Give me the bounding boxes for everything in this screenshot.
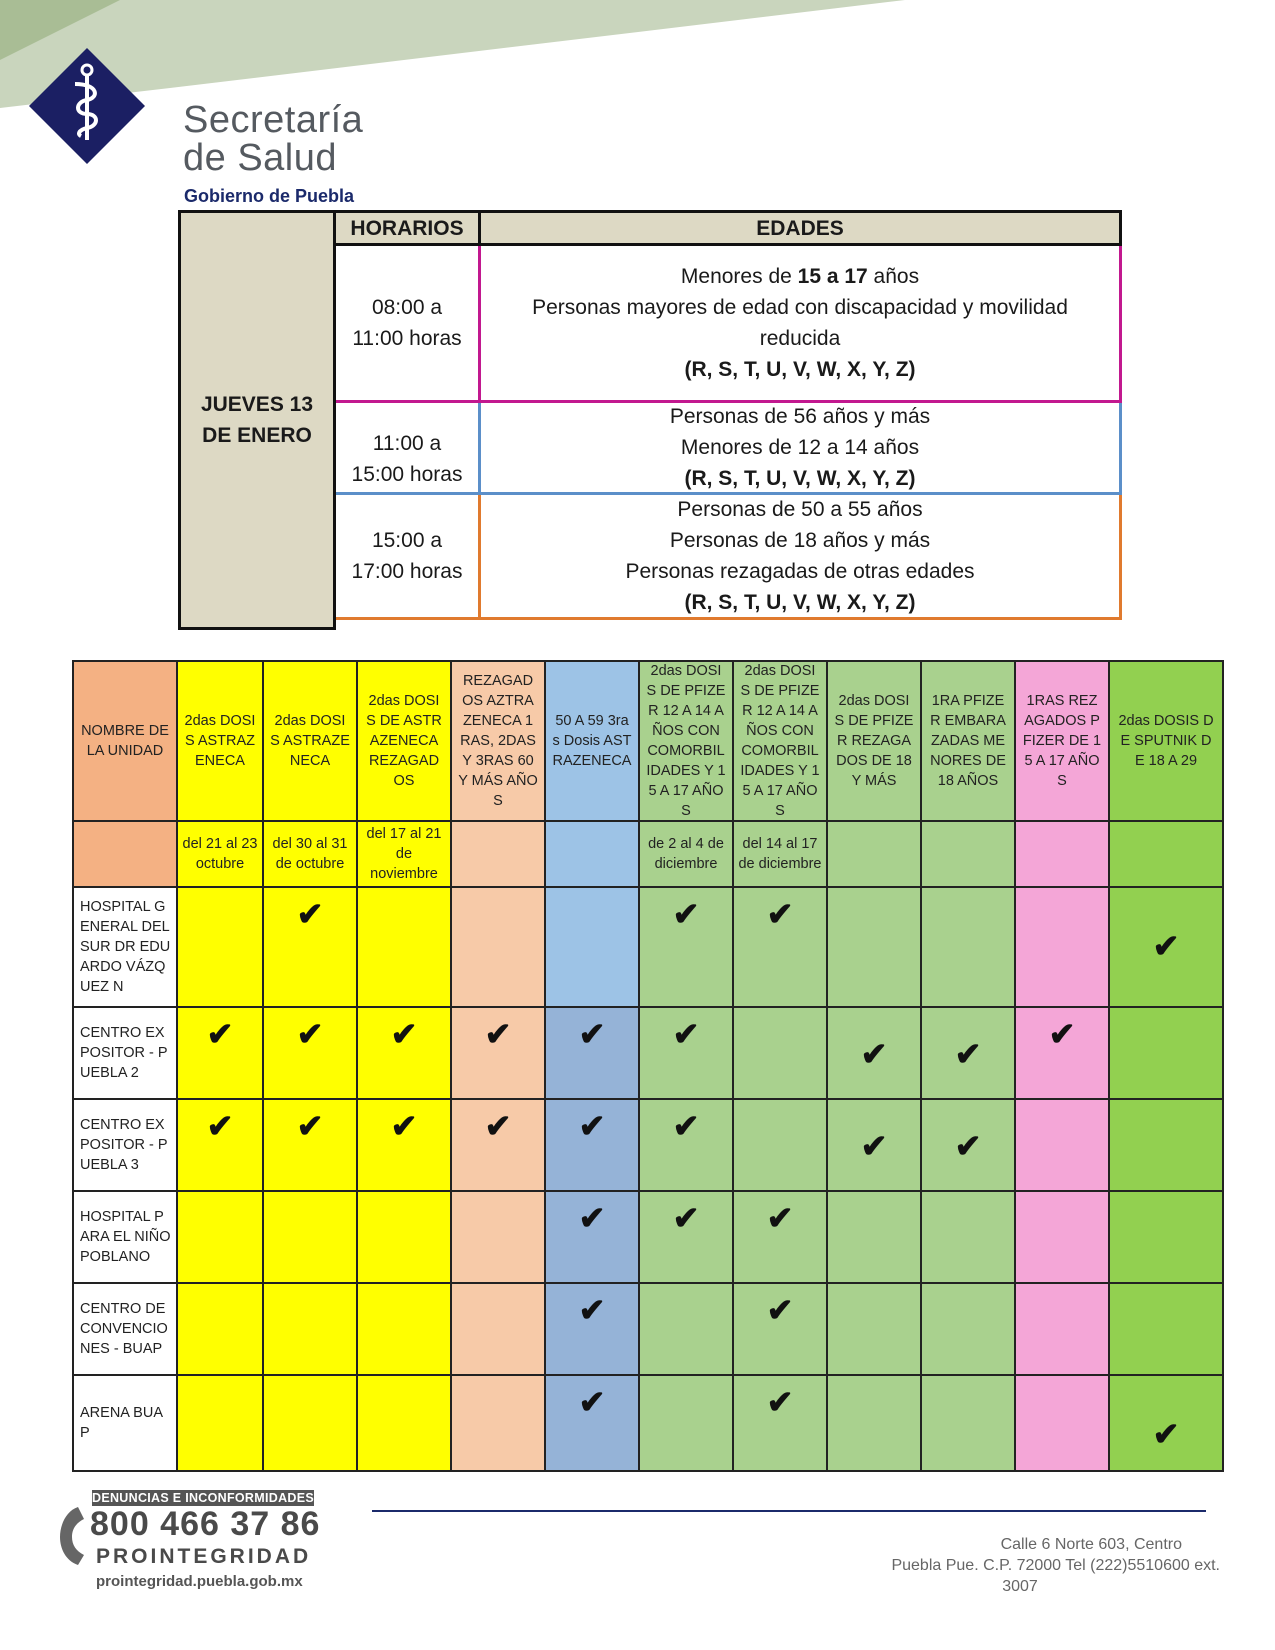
vaccine-column-header (1016, 662, 1110, 822)
hours-end: 11:00 horas (352, 327, 462, 350)
table-cell (358, 1008, 452, 1100)
table-cell (828, 888, 922, 1008)
hours-end: 15:00 horas (351, 462, 463, 486)
table-cell (828, 1100, 922, 1192)
checkmark-icon: ✔ (860, 1036, 888, 1072)
unit-name: HOSPITAL PARA EL NIÑO POBLANO (80, 1209, 171, 1265)
table-cell (452, 1376, 546, 1472)
vaccine-column-header (734, 662, 828, 822)
vaccine-dates-text: del 14 al 17 de diciembre (738, 836, 822, 872)
schedule-table (178, 210, 1122, 630)
table-cell (546, 1376, 640, 1472)
vaccine-column-header (546, 662, 640, 822)
hours-end: 17:00 horas (351, 560, 463, 583)
unit-name-cell (74, 1192, 178, 1284)
vaccine-dates (358, 822, 452, 888)
table-cell (922, 888, 1016, 1008)
table-cell (922, 1100, 1016, 1192)
table-cell (178, 888, 264, 1008)
ages-line: Personas rezagadas de otras edades (625, 560, 975, 583)
unit-name-cell (74, 888, 178, 1008)
table-cell (264, 1008, 358, 1100)
ages-line: Personas de 18 años y más (669, 529, 931, 552)
checkmark-icon: ✔ (578, 1384, 606, 1420)
vaccine-grid (72, 660, 1224, 1472)
checkmark-icon: ✔ (296, 1108, 324, 1144)
unit-name: CENTRO EXPOSITOR - PUEBLA 3 (80, 1117, 168, 1173)
ages-line: Personas mayores de edad con discapacidad y movilidad reducida (532, 296, 1068, 350)
table-cell (922, 1008, 1016, 1100)
table-cell (734, 1284, 828, 1376)
checkmark-icon: ✔ (578, 1200, 606, 1236)
unit-header-label: NOMBRE DE LA UNIDAD (81, 723, 169, 759)
vaccine-column-label: 2das DOSIS ASTRAZENECA (184, 713, 256, 769)
table-cell (546, 1008, 640, 1100)
vaccine-dates (640, 822, 734, 888)
table-cell (452, 888, 546, 1008)
table-cell (828, 1376, 922, 1472)
checkmark-icon: ✔ (484, 1016, 512, 1052)
vaccine-dates (264, 822, 358, 888)
table-cell (264, 1376, 358, 1472)
vaccine-dates-text: del 30 al 31 de octubre (272, 836, 348, 872)
vaccine-dates (734, 822, 828, 888)
dates-row-label (74, 822, 178, 888)
checkmark-icon: ✔ (860, 1128, 888, 1164)
address-line: Calle 6 Norte 603, Centro (1000, 1536, 1182, 1553)
hours-header: HORARIOS (350, 216, 464, 240)
checkmark-icon: ✔ (672, 1108, 700, 1144)
checkmark-icon: ✔ (390, 1108, 418, 1144)
checkmark-icon: ✔ (390, 1016, 418, 1052)
vaccine-dates (1016, 822, 1110, 888)
table-cell (178, 1376, 264, 1472)
table-cell (734, 1008, 828, 1100)
table-cell (828, 1284, 922, 1376)
table-cell (922, 1376, 1016, 1472)
unit-header (74, 662, 178, 822)
ages-letters: (R, S, T, U, V, W, X, Y, Z) (684, 591, 916, 614)
program-website[interactable]: prointegridad.puebla.gob.mx (96, 1573, 303, 1590)
vaccine-column-header (264, 662, 358, 822)
complaints-label: DENUNCIAS E INCONFORMIDADES (92, 1491, 314, 1505)
checkmark-icon: ✔ (954, 1128, 982, 1164)
table-cell (734, 1376, 828, 1472)
table-cell (922, 1284, 1016, 1376)
table-cell (1016, 1008, 1110, 1100)
table-cell (452, 1008, 546, 1100)
ages-letters: (R, S, T, U, V, W, X, Y, Z) (684, 467, 916, 490)
checkmark-icon: ✔ (578, 1292, 606, 1328)
checkmark-icon: ✔ (766, 1384, 794, 1420)
ages-line: Personas de 56 años y más (669, 405, 931, 428)
table-cell (1016, 1192, 1110, 1284)
ages-line: Personas de 50 a 55 años (677, 498, 923, 521)
unit-name-cell (74, 1376, 178, 1472)
unit-name-cell (74, 1284, 178, 1376)
table-cell (1016, 888, 1110, 1008)
table-cell (178, 1008, 264, 1100)
checkmark-icon: ✔ (296, 1016, 324, 1052)
ages-cell (505, 261, 1095, 385)
checkmark-icon: ✔ (766, 1200, 794, 1236)
table-cell (1110, 1284, 1224, 1376)
checkmark-icon: ✔ (484, 1108, 512, 1144)
vaccine-column-label: 2das DOSIS ASTRAZENECA (270, 713, 350, 769)
table-cell (640, 888, 734, 1008)
table-cell (640, 1192, 734, 1284)
program-name: PROINTEGRIDAD (96, 1545, 312, 1568)
table-cell (1016, 1284, 1110, 1376)
table-cell (734, 1100, 828, 1192)
unit-name: CENTRO EXPOSITOR - PUEBLA 2 (80, 1025, 168, 1081)
phone-icon (56, 1505, 90, 1567)
table-cell (452, 1100, 546, 1192)
table-cell (264, 1192, 358, 1284)
checkmark-icon: ✔ (766, 1292, 794, 1328)
checkmark-icon: ✔ (578, 1016, 606, 1052)
table-cell (452, 1192, 546, 1284)
table-cell (1110, 1192, 1224, 1284)
table-cell (178, 1192, 264, 1284)
table-cell (358, 1100, 452, 1192)
checkmark-icon: ✔ (206, 1016, 234, 1052)
table-cell (1016, 1376, 1110, 1472)
checkmark-icon: ✔ (206, 1108, 234, 1144)
table-cell (828, 1192, 922, 1284)
table-cell (734, 888, 828, 1008)
checkmark-icon: ✔ (672, 1200, 700, 1236)
vaccine-column-header (922, 662, 1016, 822)
ages-cell (625, 494, 974, 618)
checkmark-icon: ✔ (672, 1016, 700, 1052)
table-cell (1110, 1100, 1224, 1192)
vaccine-dates (828, 822, 922, 888)
checkmark-icon: ✔ (954, 1036, 982, 1072)
vaccine-column-label: 2das DOSIS DE ASTRAZENECA REZAGADOS (366, 693, 442, 789)
table-cell (264, 1100, 358, 1192)
vaccine-column-header (828, 662, 922, 822)
table-cell (178, 1100, 264, 1192)
table-cell (178, 1284, 264, 1376)
vaccine-column-label: 2das DOSIS DE SPUTNIK DE 18 A 29 (1118, 713, 1214, 769)
vaccine-column-label: 1RA PFIZER EMBARAZADAS MENORES DE 18 AÑOS (930, 693, 1006, 789)
checkmark-icon: ✔ (296, 896, 324, 932)
vaccine-dates (1110, 822, 1224, 888)
vaccine-column-header (178, 662, 264, 822)
vaccine-column-label: REZAGADOS AZTRAZENECA 1RAS, 2DAS Y 3RAS 60 Y MÁS AÑOS (458, 673, 538, 809)
checkmark-icon: ✔ (672, 896, 700, 932)
vaccine-column-label: 2das DOSIS DE PFIZER REZAGADOS DE 18 Y MÁS (834, 693, 914, 789)
checkmark-icon: ✔ (578, 1108, 606, 1144)
checkmark-icon: ✔ (1152, 1416, 1180, 1452)
table-cell (264, 888, 358, 1008)
table-cell (546, 1284, 640, 1376)
org-name-line1: Secretaría (183, 99, 364, 141)
hours-start: 11:00 a (372, 431, 442, 455)
table-cell (640, 1008, 734, 1100)
table-cell (358, 1192, 452, 1284)
unit-name: HOSPITAL GENERAL DEL SUR DR EDUARDO VÁZQUEZ N (80, 899, 171, 995)
checkmark-icon: ✔ (1152, 928, 1180, 964)
vaccine-column-header (1110, 662, 1224, 822)
hours-cell (352, 292, 461, 354)
table-cell (640, 1284, 734, 1376)
caduceus-icon (29, 48, 145, 164)
table-cell (358, 888, 452, 1008)
footer-divider (372, 1510, 1206, 1512)
table-cell (734, 1192, 828, 1284)
vaccine-column-label: 1RAS REZAGADOS PFIZER DE 15 A 17 AÑOS (1022, 693, 1102, 789)
hours-start: 15:00 a (371, 529, 443, 552)
hours-start: 08:00 a (371, 296, 443, 319)
table-cell (640, 1376, 734, 1472)
address-line: Puebla Pue. C.P. 72000 Tel (222)5510600 ext. (891, 1557, 1220, 1574)
vaccine-column-label: 2das DOSIS DE PFIZER 12 A 14 AÑOS CON COMORBILIDADES Y 15 A 17 AÑOS (740, 663, 820, 819)
day-label: JUEVES 13 DE ENERO (200, 393, 314, 447)
org-name-line2: de Salud (183, 137, 338, 179)
vaccine-dates-text: del 17 al 21 de noviembre (366, 826, 442, 882)
vaccine-dates (452, 822, 546, 888)
vaccine-dates (546, 822, 640, 888)
ages-line: Menores de 15 a 17 años (680, 265, 920, 288)
table-cell (1110, 888, 1224, 1008)
complaints-phone[interactable]: 800 466 37 86 (90, 1505, 321, 1543)
ages-letters: (R, S, T, U, V, W, X, Y, Z) (684, 358, 916, 381)
table-cell (640, 1100, 734, 1192)
hours-cell (352, 525, 463, 587)
hours-cell (352, 406, 463, 490)
vaccine-dates-text: del 21 al 23 octubre (182, 836, 258, 872)
checkmark-icon: ✔ (1048, 1016, 1076, 1052)
address-line: 3007 (1002, 1578, 1038, 1595)
table-cell (1110, 1376, 1224, 1472)
vaccine-dates (178, 822, 264, 888)
table-cell (922, 1192, 1016, 1284)
government-label: Gobierno de Puebla (184, 186, 355, 206)
ages-header: EDADES (756, 216, 844, 240)
checkmark-icon: ✔ (766, 896, 794, 932)
vaccine-column-label: 50 A 59 3ras Dosis ASTRAZENECA (552, 713, 632, 769)
table-cell (264, 1284, 358, 1376)
table-cell (1016, 1100, 1110, 1192)
table-cell (546, 1100, 640, 1192)
unit-name: ARENA BUAP (80, 1405, 163, 1441)
unit-name: CENTRO DE CONVENCIONES - BUAP (80, 1301, 168, 1357)
table-cell (546, 1192, 640, 1284)
table-cell (358, 1284, 452, 1376)
vaccine-column-header (358, 662, 452, 822)
ages-line: Menores de 12 a 14 años (680, 436, 920, 459)
vaccine-dates (922, 822, 1016, 888)
unit-name-cell (74, 1100, 178, 1192)
table-cell (358, 1376, 452, 1472)
vaccine-dates-text: de 2 al 4 de diciembre (648, 836, 724, 872)
vaccine-column-header (452, 662, 546, 822)
table-cell (1110, 1008, 1224, 1100)
address (820, 1534, 1220, 1597)
vaccine-column-label: 2das DOSIS DE PFIZER 12 A 14 AÑOS CON COMORBILIDADES Y 15 A 17 AÑOS (646, 663, 726, 819)
vaccine-column-header (640, 662, 734, 822)
table-cell (452, 1284, 546, 1376)
ages-cell (670, 401, 930, 494)
table-cell (546, 888, 640, 1008)
table-cell (828, 1008, 922, 1100)
unit-name-cell (74, 1008, 178, 1100)
